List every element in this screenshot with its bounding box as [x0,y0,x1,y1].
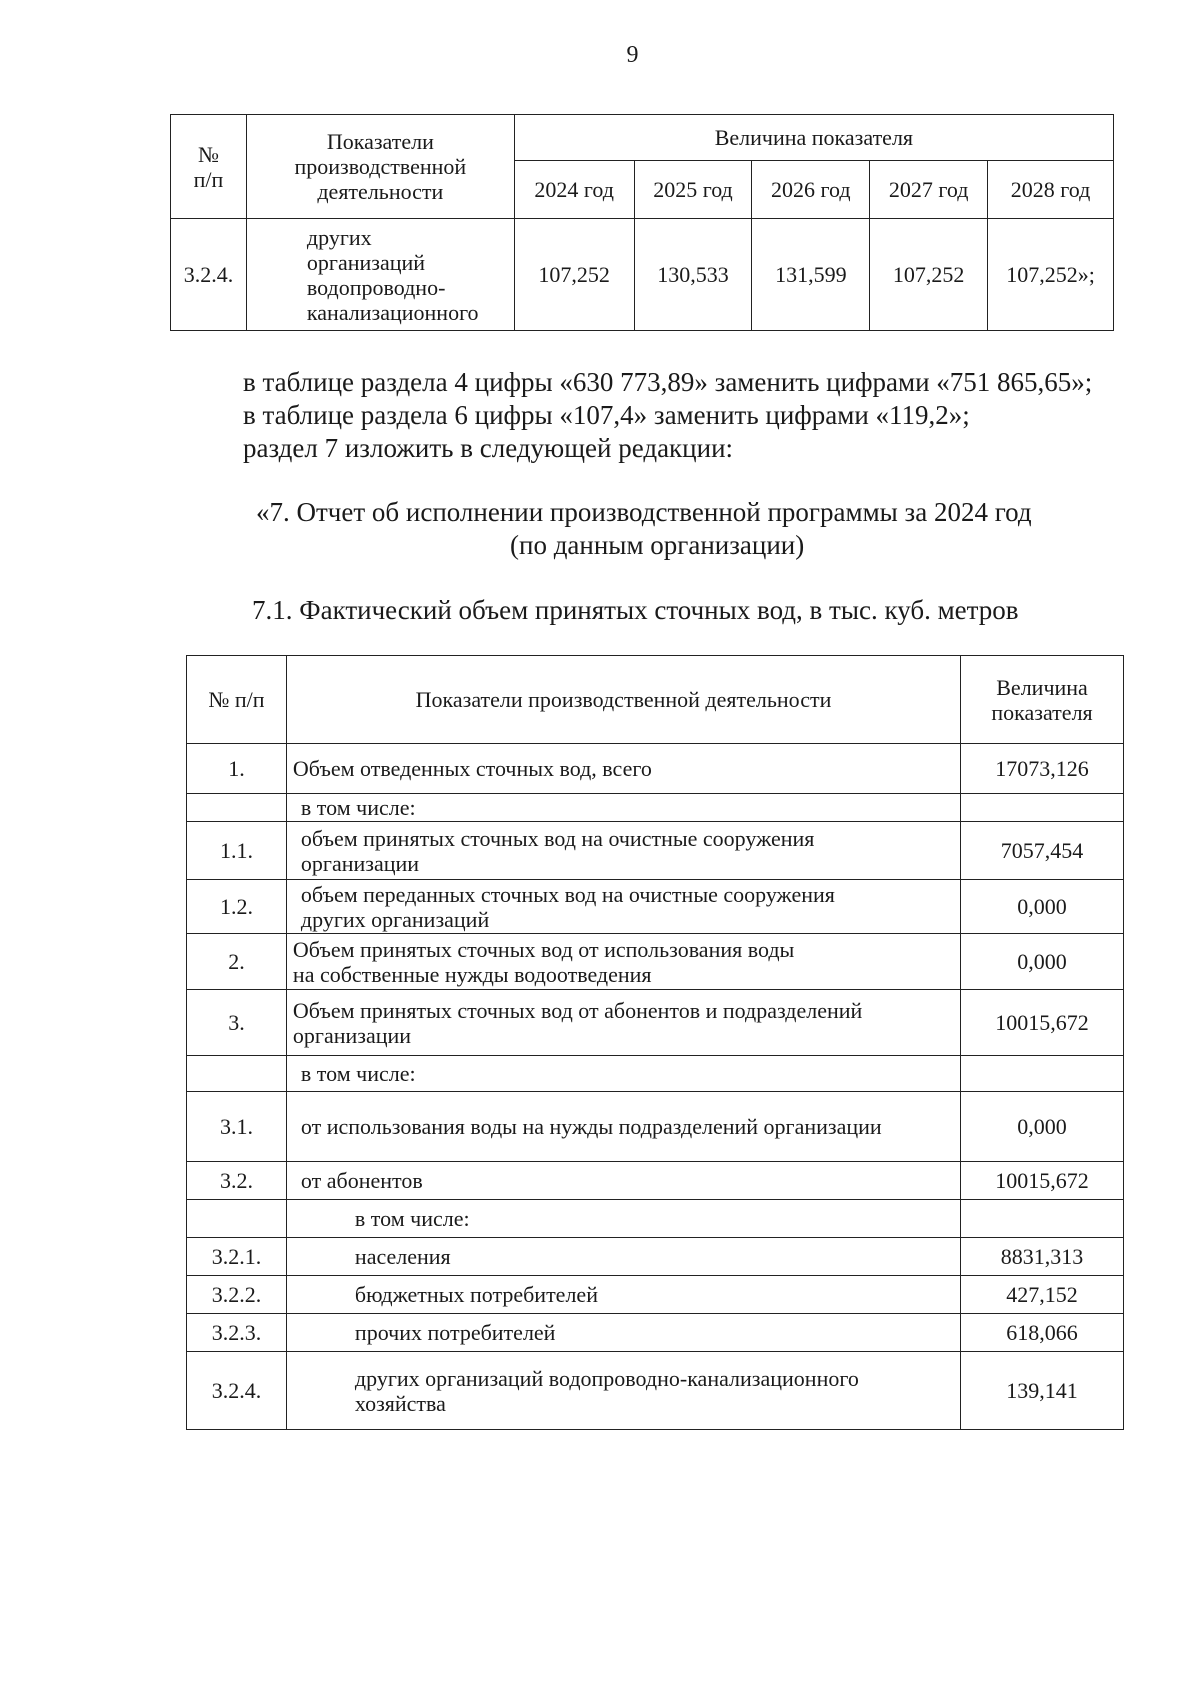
row-indicator: от абонентов [286,1162,960,1200]
amendment-paragraph: в таблице раздела 6 цифры «107,4» заменить цифрами «119,2»; [243,400,970,430]
table-row [187,744,1124,794]
table-row [187,1352,1124,1430]
row-value: 618,066 [961,1314,1124,1352]
table-row [187,1162,1124,1200]
row-number [187,1056,287,1092]
row-value: 10015,672 [961,1162,1124,1200]
table-row [187,880,1124,934]
row-indicator: в том числе: [286,794,960,822]
row-value: 0,000 [961,1092,1124,1162]
table-row [187,1314,1124,1352]
row-value: 7057,454 [961,822,1124,880]
table-row [187,794,1124,822]
row-value [961,794,1124,822]
header-value: Величина показателя [514,115,1113,161]
header-year: 2028 год [988,161,1114,219]
table-row [187,1238,1124,1276]
header-year: 2027 год [870,161,988,219]
page-number: 9 [626,42,639,68]
table-row [187,990,1124,1056]
table-row [187,1276,1124,1314]
table-row [187,1092,1124,1162]
header-indicator: Показатели производственной деятельности [286,656,960,744]
row-value: 17073,126 [961,744,1124,794]
row-value [961,1056,1124,1092]
row-number: 3.1. [187,1092,287,1162]
row-number [187,1200,287,1238]
row-number: 3.2.3. [187,1314,287,1352]
row-indicator: объем принятых сточных вод на очистные сооружения организации [286,822,960,880]
row-value: 130,533 [634,219,752,331]
subsection-title: 7.1. Фактический объем принятых сточных вод, в тыс. куб. метров [252,595,1019,625]
header-number: № п/п [171,115,247,219]
row-value: 10015,672 [961,990,1124,1056]
table-row [171,219,1114,331]
row-number: 3. [187,990,287,1056]
row-number: 3.2. [187,1162,287,1200]
table-row [187,934,1124,990]
row-value: 8831,313 [961,1238,1124,1276]
table-row [187,1200,1124,1238]
table-row [187,1056,1124,1092]
row-number: 3.2.4. [187,1352,287,1430]
header-year: 2024 год [514,161,634,219]
header-year: 2025 год [634,161,752,219]
row-value: 107,252 [870,219,988,331]
row-indicator: Объем отведенных сточных вод, всего [286,744,960,794]
header-number: № п/п [187,656,287,744]
row-value: 139,141 [961,1352,1124,1430]
row-indicator: других организаций водопроводно- канализационного [246,219,514,331]
row-number: 2. [187,934,287,990]
production-indicators-table [170,114,1114,331]
section-title: «7. Отчет об исполнении производственной программы за 2024 год [256,497,1032,527]
section-title-note: (по данным организации) [510,530,805,560]
amendment-paragraph: раздел 7 изложить в следующей редакции: [243,433,734,463]
row-value: 0,000 [961,934,1124,990]
row-indicator: в том числе: [286,1200,960,1238]
row-number [187,794,287,822]
row-indicator: населения [286,1238,960,1276]
header-year: 2026 год [752,161,870,219]
row-number: 1.2. [187,880,287,934]
table-row [187,822,1124,880]
row-indicator: прочих потребителей [286,1314,960,1352]
row-number: 1.1. [187,822,287,880]
wastewater-volume-table [186,655,1124,1430]
amendment-paragraph: в таблице раздела 4 цифры «630 773,89» заменить цифрами «751 865,65»; [243,367,1093,397]
row-value: 0,000 [961,880,1124,934]
row-value: 427,152 [961,1276,1124,1314]
row-number: 1. [187,744,287,794]
row-value: 107,252 [514,219,634,331]
header-value: Величина показателя [961,656,1124,744]
row-number: 3.2.2. [187,1276,287,1314]
row-value: 107,252»; [988,219,1114,331]
row-indicator: бюджетных потребителей [286,1276,960,1314]
row-indicator: в том числе: [286,1056,960,1092]
row-indicator: Объем принятых сточных вод от использования воды на собственные нужды водоотведения [286,934,960,990]
row-indicator: от использования воды на нужды подразделений организации [286,1092,960,1162]
row-number: 3.2.4. [171,219,247,331]
header-indicator: Показатели производственной деятельности [246,115,514,219]
row-indicator: Объем принятых сточных вод от абонентов и подразделений организации [286,990,960,1056]
row-value: 131,599 [752,219,870,331]
row-indicator: других организаций водопроводно-канализационного хозяйства [286,1352,960,1430]
row-indicator: объем переданных сточных вод на очистные сооружения других организаций [286,880,960,934]
row-number: 3.2.1. [187,1238,287,1276]
row-value [961,1200,1124,1238]
